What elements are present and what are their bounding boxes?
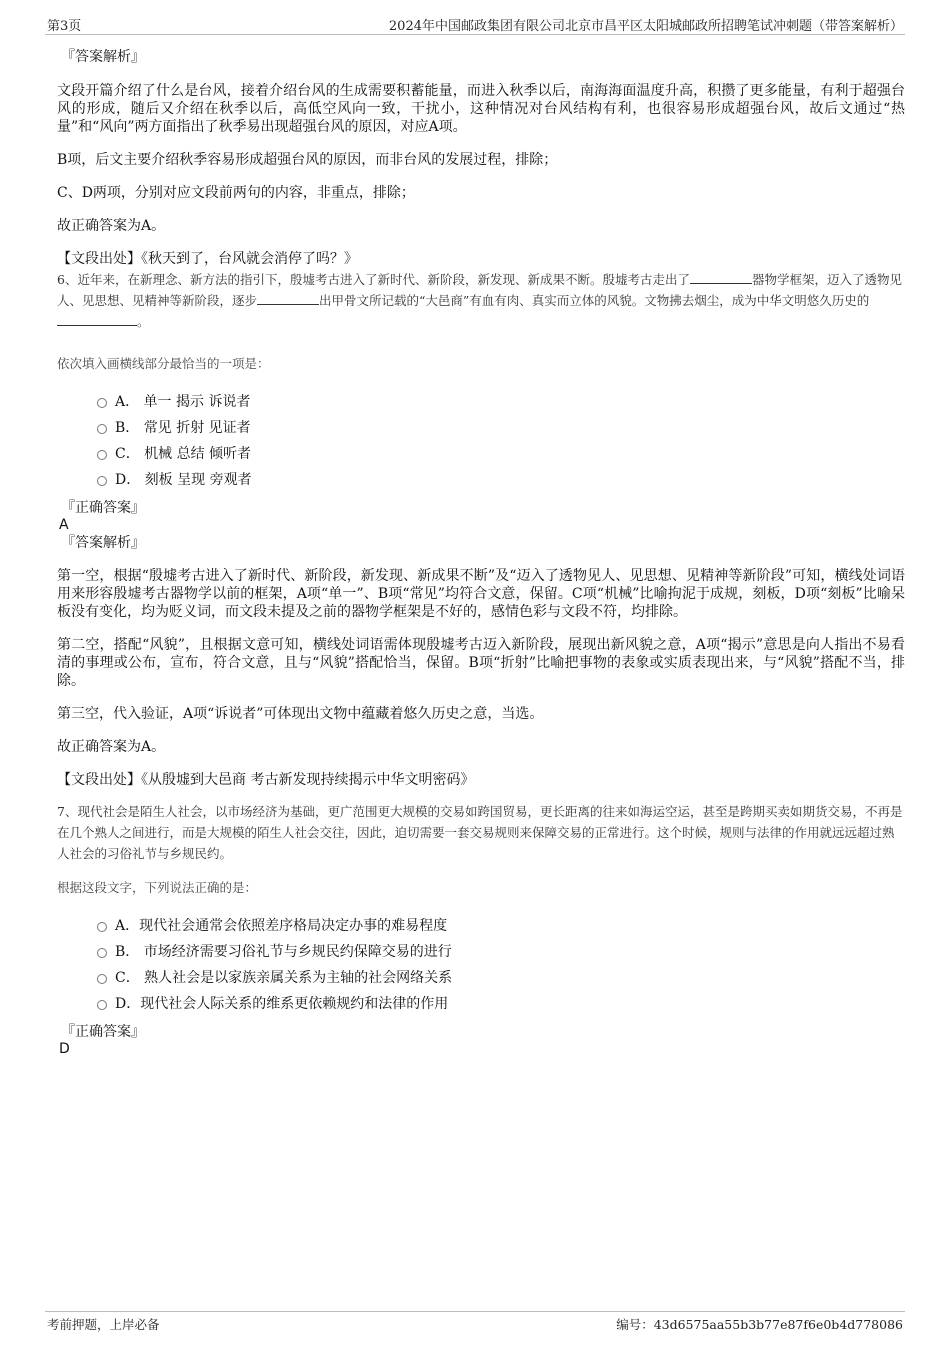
q6-prompt: 依次填入画横线部分最恰当的一项是：	[57, 356, 270, 371]
radio-icon[interactable]	[97, 476, 107, 486]
q5-analysis-label: 『答案解析』	[61, 49, 145, 65]
q6-option-b[interactable]	[57, 415, 905, 441]
q5-analysis-p3: C、D两项，分别对应文段前两句的内容，非重点，排除；	[57, 185, 415, 201]
q7-prompt: 根据这段文字，下列说法正确的是：	[57, 880, 258, 895]
q7-question-text: 7、现代社会是陌生人社会，以市场经济为基础，更广范围更大规模的交易如跨国贸易，更长距离的往来如海运空运，甚至是跨期买卖如期货交易，不再是在几个熟人之间进行，而是大规模的陌生人社会交往，因此，迫切需要一套交易规则来保障交易的正常进行。这个时候，规则与法律的作用就远远超过熟人社会的习俗礼节与乡规民约。	[57, 804, 903, 861]
q7-option-d[interactable]	[57, 991, 905, 1017]
q7-options	[57, 913, 905, 1017]
q7-option-a-label: A．现代社会通常会依照差序格局决定办事的难易程度	[115, 918, 448, 934]
q5-analysis-p4: 故正确答案为A。	[57, 218, 166, 234]
q6-option-d[interactable]	[57, 467, 905, 493]
q7-option-c[interactable]	[57, 965, 905, 991]
q6-analysis-p1: 第一空，根据“殷墟考古进入了新时代、新阶段，新发现、新成果不断”及“迈入了透物见人、见思想、见精神等新阶段”可知，横线处词语用来形容殷墟考古器物学以前的框架，A项“单一”、B项“常见”均符合文意，保留。C项“机械”比喻拘泥于成规，刻板，D项“刻板”比喻呆板没有变化，均为贬义词，而文段未提及之前的器物学框架是不好的，感情色彩与文段不符，均排除。	[57, 568, 905, 620]
radio-icon[interactable]	[97, 922, 107, 932]
footer-slogan: 考前押题，上岸必备	[47, 1317, 160, 1332]
q6-source: 【文段出处】《从殷墟到大邑商 考古新发现持续揭示中华文明密码》	[57, 772, 475, 788]
radio-icon[interactable]	[97, 450, 107, 460]
page-number: 第3页	[47, 19, 82, 34]
q6-option-a[interactable]	[57, 389, 905, 415]
q6-options	[57, 389, 905, 493]
page-footer	[45, 1311, 905, 1332]
q6-text-a: 6、近年来，在新理念、新方法的指引下，殷墟考古进入了新时代、新阶段，新发现、新成果不断。殷墟考古走出了	[57, 272, 690, 287]
q6-blank-1	[690, 271, 752, 284]
q7-option-a[interactable]	[57, 913, 905, 939]
q6-text-b: 器物学框架，迈入了透物见人、见思想、见精神等新阶段，逐步	[57, 272, 902, 308]
q6-option-c-label: C． 机械 总结 倾听者	[115, 446, 252, 462]
q5-analysis-p2: B项，后文主要介绍秋季容易形成超强台风的原因，而非台风的发展过程，排除；	[57, 152, 558, 168]
q7-option-d-label: D．现代社会人际关系的维系更依赖规约和法律的作用	[115, 996, 449, 1012]
q6-analysis-p2: 第二空，搭配“风貌”，且根据文意可知，横线处词语需体现殷墟考古迈入新阶段，展现出新风貌之意，A项“揭示”意思是向人指出不易看清的事理或公布，宣布，符合文意，且与“风貌”搭配恰当，保留。B项“折射”比喻把事物的表象或实质表现出来，与“风貌”搭配不当，排除。	[57, 637, 905, 689]
q5-analysis-p1: 文段开篇介绍了什么是台风，接着介绍台风的生成需要积蓄能量，而进入秋季以后，南海海面温度升高，积攒了更多能量，有利于超强台风的形成，随后又介绍在秋季以后，高低空风向一致，干扰小，这种情况对台风结构有利，也很容易形成超强台风，故后文通过“热量”和“风向”两方面指出了秋季易出现超强台风的原因，对应A项。	[57, 83, 905, 135]
radio-icon[interactable]	[97, 948, 107, 958]
q6-option-d-label: D． 刻板 呈现 旁观者	[115, 472, 252, 488]
q6-option-c[interactable]	[57, 441, 905, 467]
q7-correct-label: 『正确答案』	[61, 1024, 145, 1040]
q6-text-c: 出甲骨文所记载的“大邑商”有血有肉、真实而立体的风貌。文物拂去烟尘，成为中华文明悠久历史的	[319, 293, 870, 308]
q6-text-d: 。	[137, 314, 150, 329]
q6-correct-label: 『正确答案』	[61, 500, 145, 516]
q6-question-text	[57, 269, 905, 332]
q7-option-c-label: C． 熟人社会是以家族亲属关系为主轴的社会网络关系	[115, 970, 453, 986]
q7-option-b[interactable]	[57, 939, 905, 965]
q6-blank-2	[257, 292, 319, 305]
radio-icon[interactable]	[97, 1000, 107, 1010]
page-content	[57, 46, 905, 1057]
q6-analysis-p4: 故正确答案为A。	[57, 739, 166, 755]
radio-icon[interactable]	[97, 424, 107, 434]
page-header	[45, 14, 905, 35]
q7-option-b-label: B． 市场经济需要习俗礼节与乡规民约保障交易的进行	[115, 944, 452, 960]
footer-serial-number: 编号：43d6575aa55b3b77e87f6e0b4d778086	[616, 1317, 903, 1332]
q6-option-b-label: B． 常见 折射 见证者	[115, 420, 251, 436]
radio-icon[interactable]	[97, 398, 107, 408]
q6-analysis-label: 『答案解析』	[61, 535, 145, 551]
q6-blank-3	[57, 313, 137, 326]
q5-source: 【文段出处】《秋天到了，台风就会消停了吗？》	[57, 251, 358, 267]
q6-correct-answer: A	[59, 517, 69, 533]
q6-option-a-label: A． 单一 揭示 诉说者	[115, 394, 251, 410]
document-title: 2024年中国邮政集团有限公司北京市昌平区太阳城邮政所招聘笔试冲刺题（带答案解析）	[388, 19, 903, 34]
radio-icon[interactable]	[97, 974, 107, 984]
q7-correct-answer: D	[59, 1041, 70, 1057]
q6-analysis-p3: 第三空，代入验证，A项“诉说者”可体现出文物中蕴藏着悠久历史之意，当选。	[57, 706, 544, 722]
